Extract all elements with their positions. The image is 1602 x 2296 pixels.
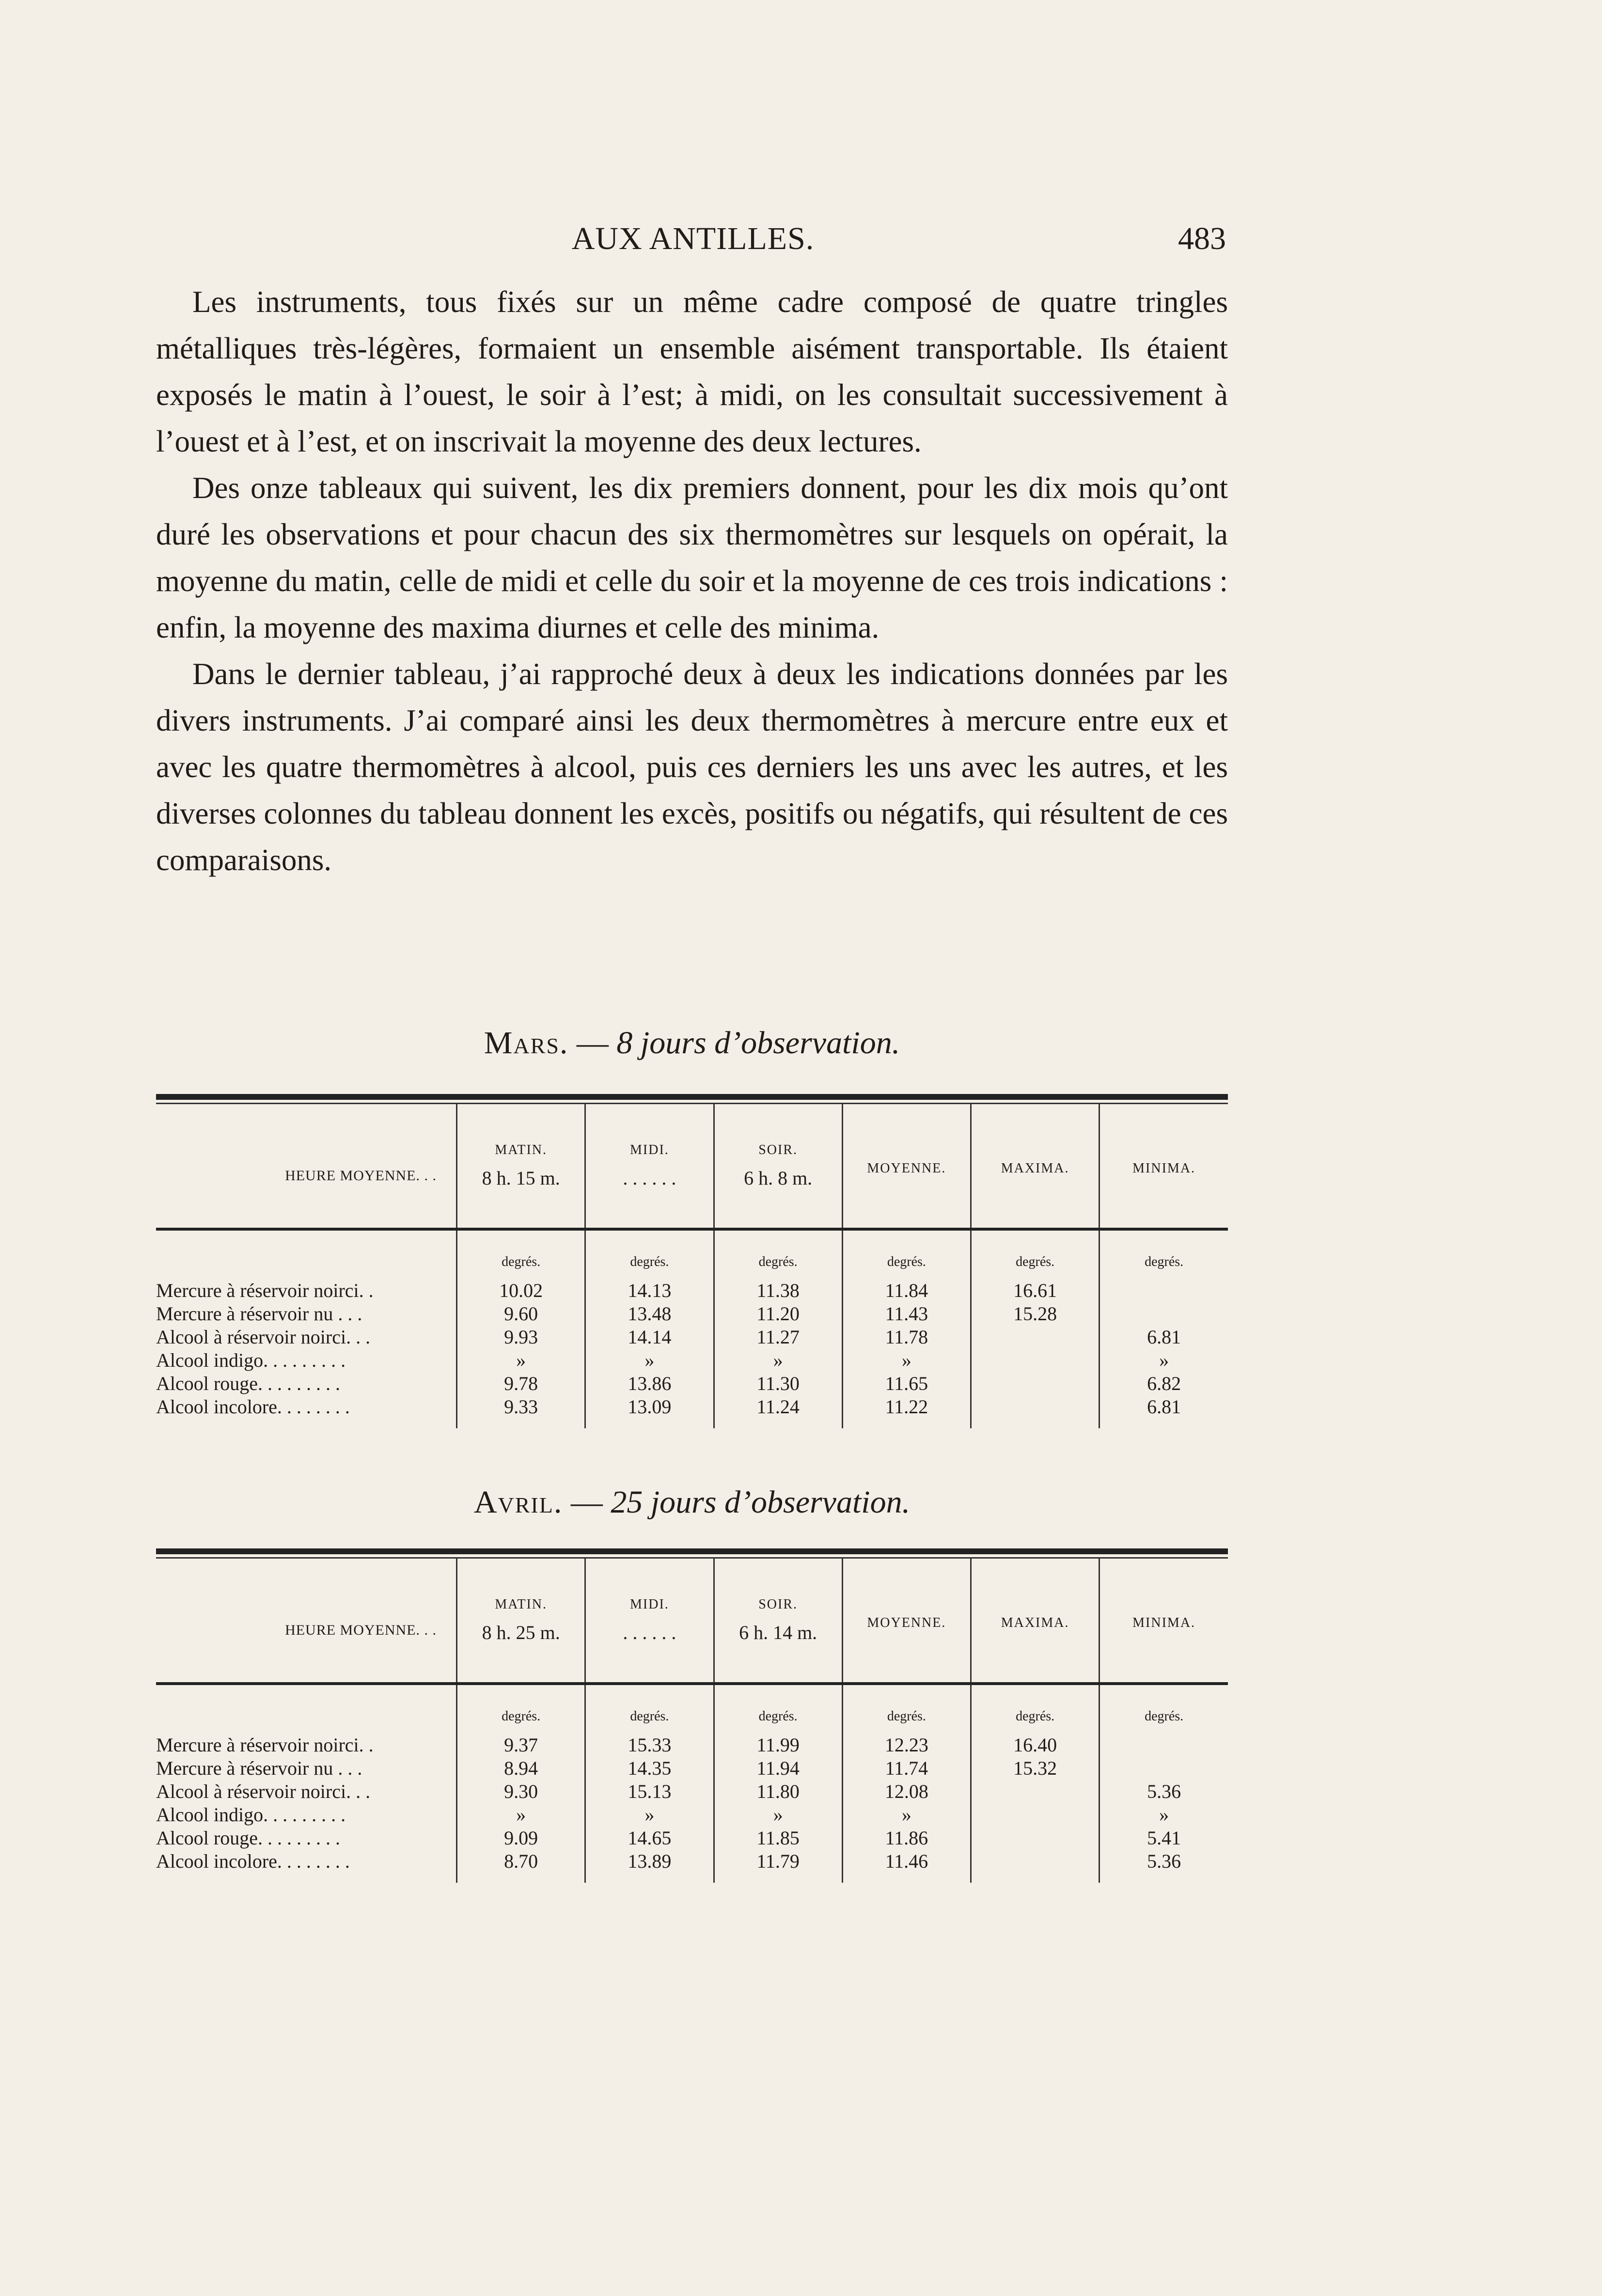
time-soir: 6 h. 8 m. [744,1167,813,1189]
running-title: AUX ANTILLES. [571,221,815,256]
cell-midi: 13.09 [585,1395,714,1419]
cell-matin: 10.02 [457,1279,585,1302]
cell-minima: 6.81 [1099,1395,1228,1419]
cell-minima: » [1099,1349,1228,1372]
cell-moyenne: 11.65 [842,1372,971,1395]
cell-minima: 5.36 [1099,1850,1228,1873]
cell-soir: » [714,1803,842,1827]
cell-moyenne: 11.86 [842,1827,971,1850]
cell-soir: 11.94 [714,1757,842,1780]
cell-moyenne: 11.46 [842,1850,971,1873]
cell-moyenne: » [842,1349,971,1372]
col-matin: MATIN. 8 h. 25 m. [457,1559,585,1682]
cell-minima: 5.36 [1099,1780,1228,1803]
cell-moyenne: 11.74 [842,1757,971,1780]
unit-label: degrés. [457,1231,585,1279]
unit-label: degrés. [842,1685,971,1734]
cell-midi: 14.35 [585,1757,714,1780]
cell-midi: 13.48 [585,1302,714,1326]
col-soir: SOIR. 6 h. 8 m. [714,1104,842,1228]
cell-minima [1099,1734,1228,1757]
cell-matin: » [457,1803,585,1827]
cell-maxima [971,1827,1099,1850]
cell-minima [1099,1302,1228,1326]
cell-minima [1099,1757,1228,1780]
cell-matin: 9.33 [457,1395,585,1419]
table-row [156,1302,1228,1326]
time-matin: 8 h. 25 m. [482,1622,560,1643]
cell-matin: » [457,1349,585,1372]
unit-label: degrés. [714,1231,842,1279]
cell-midi: 13.86 [585,1372,714,1395]
unit-label: degrés. [1099,1231,1228,1279]
cell-maxima [971,1395,1099,1419]
table-row [156,1395,1228,1419]
row-label: Alcool incolore. . . . . . . . [156,1396,350,1418]
cell-moyenne: » [842,1803,971,1827]
units-row [156,1685,1228,1734]
row-label: Mercure à réservoir noirci. . [156,1280,374,1301]
row-label: Mercure à réservoir nu . . . [156,1303,362,1325]
cell-matin: 9.09 [457,1827,585,1850]
cell-moyenne: 12.23 [842,1734,971,1757]
unit-label: degrés. [971,1231,1099,1279]
col-minima: MINIMA. [1099,1104,1228,1228]
unit-label: degrés. [971,1685,1099,1734]
table-body [156,1231,1228,1428]
row-label: Alcool indigo. . . . . . . . . [156,1349,346,1371]
cell-soir: 11.30 [714,1372,842,1395]
row-label: Alcool à réservoir noirci. . . [156,1326,371,1348]
row-label: Alcool indigo. . . . . . . . . [156,1804,346,1826]
unit-label: degrés. [585,1231,714,1279]
table-row [156,1803,1228,1827]
cell-midi: 15.13 [585,1780,714,1803]
col-moyenne: MOYENNE. [842,1559,971,1682]
body-text [156,279,1228,883]
unit-label: degrés. [457,1685,585,1734]
title-dash: — [576,1025,609,1061]
table-row [156,1349,1228,1372]
cell-matin: 9.78 [457,1372,585,1395]
table-rule [156,1094,1228,1100]
cell-soir: 11.79 [714,1850,842,1873]
cell-maxima: 16.61 [971,1279,1099,1302]
table-row [156,1827,1228,1850]
row-label: Alcool rouge. . . . . . . . . [156,1827,340,1849]
cell-minima: 6.81 [1099,1326,1228,1349]
cell-moyenne: 11.22 [842,1395,971,1419]
cell-matin: 8.94 [457,1757,585,1780]
time-midi: . . . . . . [623,1622,676,1643]
heure-moyenne-label: HEURE MOYENNE. . . [285,1622,437,1638]
col-midi: MIDI. . . . . . . [585,1104,714,1228]
heure-moyenne-label: HEURE MOYENNE. . . [285,1167,437,1184]
cell-midi: 14.65 [585,1827,714,1850]
paragraph: Des onze tableaux qui suivent, les dix premiers donnent, pour les dix mois qu’ont duré les observations et pour chacun des six thermomètres sur lesquels on opérait, la moyenne du matin, celle de midi et celle du soir et la moyenne de ces trois indications : enfin, la moyenne des maxima diurnes et celle des minima. [156,471,1228,644]
units-row [156,1231,1228,1279]
page-number: 483 [1178,221,1226,256]
cell-midi: 14.14 [585,1326,714,1349]
cell-midi: 15.33 [585,1734,714,1757]
cell-matin: 9.60 [457,1302,585,1326]
table-row [156,1279,1228,1302]
cell-maxima: 16.40 [971,1734,1099,1757]
col-soir: SOIR. 6 h. 14 m. [714,1559,842,1682]
cell-midi: 13.89 [585,1850,714,1873]
cell-soir: 11.38 [714,1279,842,1302]
observation-count: 8 jours d’observation. [616,1025,900,1061]
unit-label: degrés. [585,1685,714,1734]
cell-matin: 8.70 [457,1850,585,1873]
cell-minima: 5.41 [1099,1827,1228,1850]
table-body [156,1685,1228,1883]
cell-midi: 14.13 [585,1279,714,1302]
cell-midi: » [585,1349,714,1372]
cell-maxima [971,1349,1099,1372]
cell-minima: 6.82 [1099,1372,1228,1395]
table-rule [156,1548,1228,1554]
col-minima: MINIMA. [1099,1559,1228,1682]
col-matin: MATIN. 8 h. 15 m. [457,1104,585,1228]
cell-soir: » [714,1349,842,1372]
time-midi: . . . . . . [623,1167,676,1189]
month-label: Mars. [484,1025,569,1061]
table-row [156,1372,1228,1395]
cell-maxima [971,1326,1099,1349]
cell-moyenne: 11.43 [842,1302,971,1326]
row-label: Alcool à réservoir noirci. . . [156,1781,371,1802]
cell-maxima [971,1372,1099,1395]
cell-soir: 11.20 [714,1302,842,1326]
observation-count: 25 jours d’observation. [611,1484,911,1520]
cell-maxima [971,1850,1099,1873]
table-mars [156,1094,1228,1428]
cell-moyenne: 11.78 [842,1326,971,1349]
row-label: Alcool rouge. . . . . . . . . [156,1373,340,1394]
cell-minima [1099,1279,1228,1302]
table-title-avril [156,1484,1228,1521]
paragraph: Dans le dernier tableau, j’ai rapproché deux à deux les indications données par les divers instruments. J’ai comparé ainsi les deux thermomètres à mercure entre eux et avec les quatre thermomètres à alcool, puis ces derniers les uns avec les autres, et les diverses colonnes du tableau donnent les excès, positifs ou négatifs, qui résultent de ces comparaisons. [156,657,1228,877]
time-matin: 8 h. 15 m. [482,1167,560,1189]
table-row [156,1326,1228,1349]
cell-soir: 11.85 [714,1827,842,1850]
table-title-mars [156,1025,1228,1062]
paragraph: Les instruments, tous fixés sur un même cadre composé de quatre tringles métalliques très-légères, formaient un ensemble aisément transportable. Ils étaient exposés le matin à l’ouest, le soir à l’est; à midi, on les consultait successivement à l’ouest et à l’est, et on inscrivait la moyenne des deux lectures. [156,285,1228,458]
month-label: Avril. [473,1484,563,1520]
table-row [156,1850,1228,1873]
cell-soir: 11.24 [714,1395,842,1419]
col-maxima: MAXIMA. [971,1559,1099,1682]
unit-label: degrés. [714,1685,842,1734]
cell-maxima: 15.28 [971,1302,1099,1326]
table-row [156,1780,1228,1803]
time-soir: 6 h. 14 m. [739,1622,817,1643]
row-label: Mercure à réservoir nu . . . [156,1757,362,1779]
cell-maxima [971,1780,1099,1803]
cell-midi: » [585,1803,714,1827]
unit-label: degrés. [842,1231,971,1279]
unit-label: degrés. [1099,1685,1228,1734]
col-moyenne: MOYENNE. [842,1104,971,1228]
running-header [160,220,1226,269]
cell-soir: 11.27 [714,1326,842,1349]
cell-matin: 9.30 [457,1780,585,1803]
cell-soir: 11.99 [714,1734,842,1757]
title-dash: — [570,1484,603,1520]
col-maxima: MAXIMA. [971,1104,1099,1228]
table-row [156,1757,1228,1780]
cell-matin: 9.37 [457,1734,585,1757]
table-row [156,1734,1228,1757]
cell-soir: 11.80 [714,1780,842,1803]
cell-matin: 9.93 [457,1326,585,1349]
cell-maxima [971,1803,1099,1827]
row-label: Mercure à réservoir noirci. . [156,1734,374,1756]
cell-moyenne: 12.08 [842,1780,971,1803]
row-label: Alcool incolore. . . . . . . . [156,1850,350,1872]
cell-moyenne: 11.84 [842,1279,971,1302]
cell-minima: » [1099,1803,1228,1827]
col-midi: MIDI. . . . . . . [585,1559,714,1682]
table-avril [156,1548,1228,1883]
cell-maxima: 15.32 [971,1757,1099,1780]
